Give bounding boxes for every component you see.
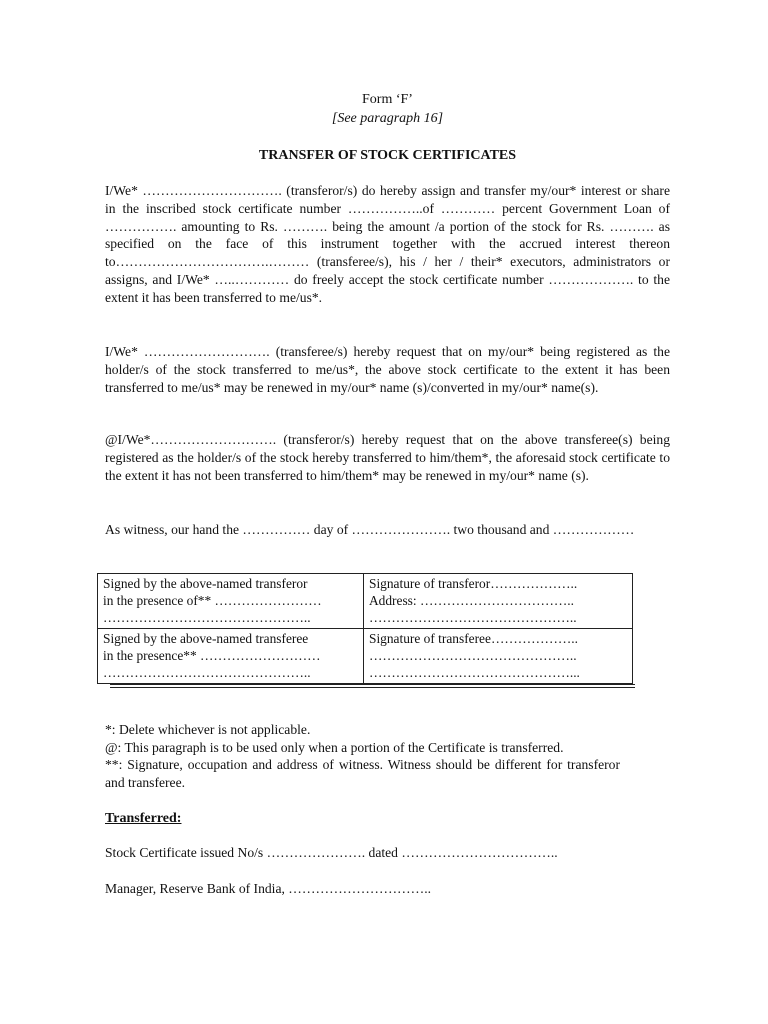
- transferee-signature-label: Signature of transferee………………..: [369, 631, 578, 646]
- form-title: Form ‘F’: [362, 92, 413, 107]
- footnotes: [105, 721, 620, 791]
- transferor-request-paragraph: @I/We*………………………. (transferor/s) hereby request that on the above transferee(s) being registered as the holder/s of the stock hereby transferred to him/them*, the aforesaid stock certificate to the extent it has not been transferred to him/them* may be renewed in my/our* name (s).: [105, 432, 670, 483]
- footnote-delete: *: Delete whichever is not applicable.: [105, 722, 311, 737]
- manager-line: Manager, Reserve Bank of India, …………………………..: [105, 881, 432, 896]
- table-row: [98, 574, 633, 629]
- transferor-signed-label: Signed by the above-named transferor: [103, 576, 308, 591]
- footnote-witness: **: Signature, occupation and address of witness. Witness should be different for transferor and transferee.: [105, 757, 620, 790]
- transferee-blank-1: ………………………………………..: [369, 648, 577, 663]
- document-heading: TRANSFER OF STOCK CERTIFICATES: [258, 148, 517, 163]
- form-subtitle: [See paragraph 16]: [331, 111, 444, 126]
- transferee-signature-cell: [364, 629, 633, 684]
- table-rule-1: [110, 684, 635, 685]
- transferee-witness-blank: ………………………………………..: [103, 665, 311, 680]
- transferor-address-label: Address: ……………………………..: [369, 593, 574, 608]
- transferee-presence-label: in the presence** ………………………: [103, 648, 321, 663]
- transfer-paragraph: I/We* …………………………. (transferor/s) do hereby assign and transfer my/our* interest or share in the inscribed stock certificate number ……………..of ………… percent Government Loan of ……………. amounting to Rs. ………. being the amount /a portion of the stock for Rs. ………. as specified on the face of this instrument together with the accrued interest thereon to…………………………….……… (transferee/s), his / her / their* executors, administrators or assigns, and I/We* …..………… do freely accept the stock certificate number ………………. to the extent it has been transferred to me/us*.: [105, 183, 670, 305]
- signature-table: [97, 573, 633, 684]
- witness-paragraph: As witness, our hand the …………… day of …………………. two thousand and ………………: [105, 522, 635, 537]
- transferor-signature-cell: [364, 574, 633, 629]
- transferred-heading: Transferred:: [105, 811, 182, 826]
- table-row: [98, 629, 633, 684]
- transferor-witness-cell: [98, 574, 364, 629]
- transferor-signature-label: Signature of transferor………………..: [369, 576, 578, 591]
- transferor-witness-blank: ………………………………………..: [103, 610, 311, 625]
- transferee-signed-label: Signed by the above-named transferee: [103, 631, 309, 646]
- transferor-address-blank: ………………………………………..: [369, 610, 577, 625]
- certificate-issued-line: Stock Certificate issued No/s …………………. dated ……………………………..: [105, 845, 558, 860]
- table-rule-2: [110, 687, 635, 688]
- transferee-blank-2: ………………………………………...: [369, 665, 580, 680]
- transferee-witness-cell: [98, 629, 364, 684]
- signature-table-wrapper: [97, 573, 633, 684]
- transferee-request-paragraph: I/We* ………………………. (transferee/s) hereby request that on my/our* being registered as the holder/s of the stock transferred to me/us*, the above stock certificate to the extent it has been transferred to me/us* may be renewed in my/our* name (s)/converted in my/our* name(s).: [105, 344, 670, 395]
- transferor-presence-label: in the presence of** ……………………: [103, 593, 322, 608]
- footnote-paragraph-use: @: This paragraph is to be used only when a portion of the Certificate is transferred.: [105, 739, 564, 755]
